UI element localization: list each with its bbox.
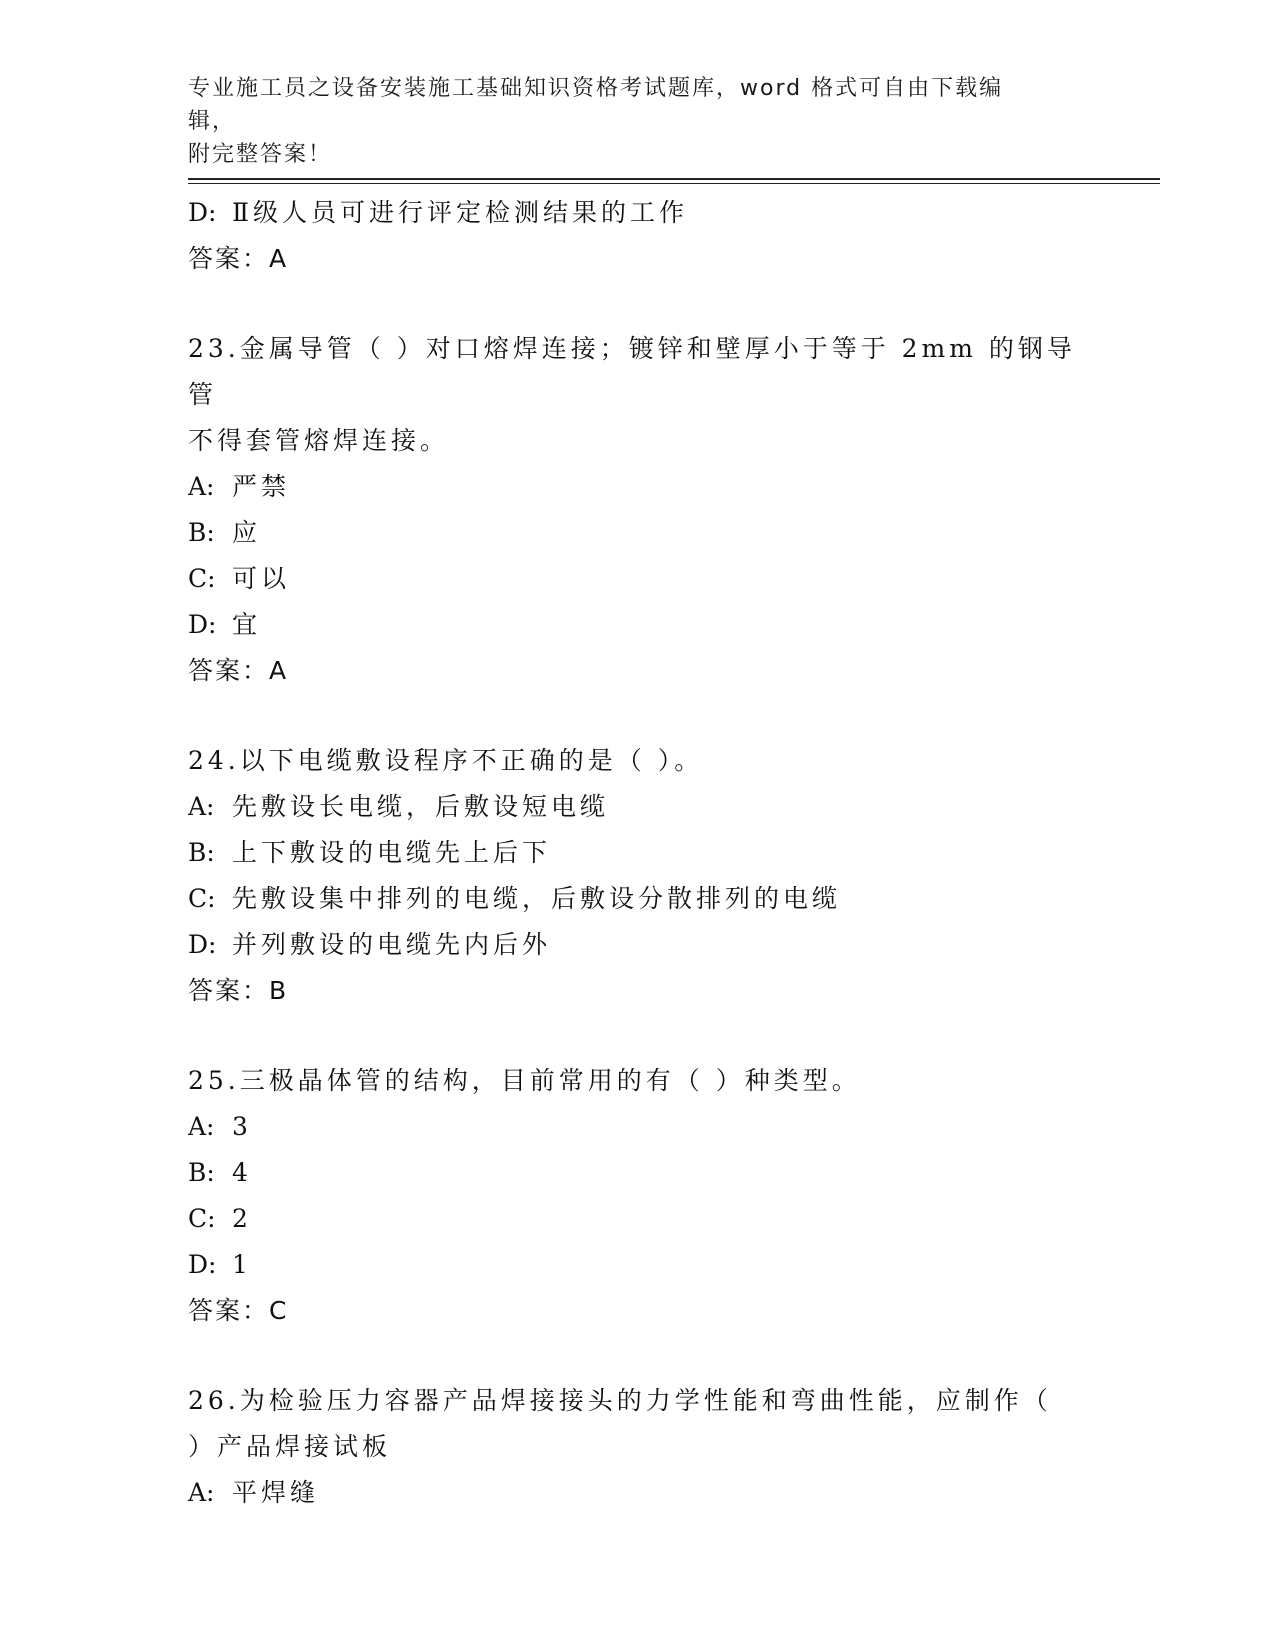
header-line-2: 附完整答案！	[188, 142, 333, 167]
question-23	[188, 326, 1088, 694]
option-key: A:	[188, 1478, 215, 1507]
question-stem-line-2: ）产品焊接试板	[188, 1432, 392, 1461]
option-key: D:	[188, 610, 217, 639]
question-stem	[188, 1058, 1088, 1104]
option-key: D:	[188, 930, 217, 959]
question-25	[188, 1058, 1088, 1334]
option-text: 3	[232, 1112, 252, 1141]
option-d	[188, 1242, 1088, 1288]
option-text: 2	[232, 1204, 252, 1233]
question-stem-line-2: 不得套管熔焊连接。	[188, 426, 450, 455]
option-text: 可以	[232, 564, 291, 593]
option-a	[188, 784, 1088, 830]
question-stem	[188, 738, 1088, 784]
option-text: 平焊缝	[232, 1478, 320, 1507]
option-key: A:	[188, 1112, 215, 1141]
option-key: B:	[188, 518, 215, 547]
option-key: D:	[188, 1250, 217, 1279]
option-b	[188, 510, 1088, 556]
option-b	[188, 830, 1088, 876]
answer-line: 答案：A	[188, 656, 289, 685]
option-text: 宜	[232, 610, 262, 639]
option-text: 严禁	[232, 472, 291, 501]
question-stem	[188, 326, 1088, 464]
option-a	[188, 464, 1088, 510]
question-24	[188, 738, 1088, 1014]
option-key: C:	[188, 564, 216, 593]
option-d	[188, 602, 1088, 648]
option-key: B:	[188, 838, 215, 867]
option-b	[188, 1150, 1088, 1196]
option-text: 先敷设集中排列的电缆，后敷设分散排列的电缆	[232, 884, 842, 913]
option-a	[188, 1470, 1088, 1516]
option-text: Ⅱ级人员可进行评定检测结果的工作	[232, 198, 688, 227]
option-text: 并列敷设的电缆先内后外	[232, 930, 552, 959]
question-26	[188, 1378, 1088, 1516]
option-c	[188, 1196, 1088, 1242]
option-key: B:	[188, 1158, 215, 1187]
question-stem	[188, 1378, 1088, 1470]
question-list	[188, 190, 1088, 1516]
header-divider-thick	[188, 178, 1160, 180]
option-d	[188, 922, 1088, 968]
header-line-1: 专业施工员之设备安装施工基础知识资格考试题库，word 格式可自由下载编辑，	[188, 76, 1004, 134]
option-c	[188, 556, 1088, 602]
header-divider-thin	[188, 183, 1160, 184]
option-text: 1	[232, 1250, 252, 1279]
carryover-question	[188, 190, 1088, 282]
option-key: D:	[188, 198, 217, 227]
option-text: 先敷设长电缆，后敷设短电缆	[232, 792, 610, 821]
option-text: 应	[232, 518, 262, 547]
option-c	[188, 876, 1088, 922]
option-key: C:	[188, 884, 216, 913]
option-text: 4	[232, 1158, 252, 1187]
option-key: A:	[188, 472, 215, 501]
option-d	[188, 190, 1088, 236]
question-stem-line-1: 25.三极晶体管的结构，目前常用的有（ ）种类型。	[188, 1066, 861, 1095]
question-stem-line-1: 24.以下电缆敷设程序不正确的是（ ）。	[188, 746, 704, 775]
answer-line: 答案：C	[188, 1296, 289, 1325]
option-text: 上下敷设的电缆先上后下	[232, 838, 552, 867]
document-header	[188, 72, 1048, 171]
question-stem-line-1: 26.为检验压力容器产品焊接接头的力学性能和弯曲性能，应制作（	[188, 1386, 1052, 1415]
answer-line: 答案：A	[188, 244, 289, 273]
option-key: A:	[188, 792, 215, 821]
answer-line: 答案：B	[188, 976, 289, 1005]
option-key: C:	[188, 1204, 216, 1233]
question-stem-line-1: 23.金属导管（ ）对口熔焊连接；镀锌和壁厚小于等于 2mm 的钢导管	[188, 334, 1076, 409]
option-a	[188, 1104, 1088, 1150]
